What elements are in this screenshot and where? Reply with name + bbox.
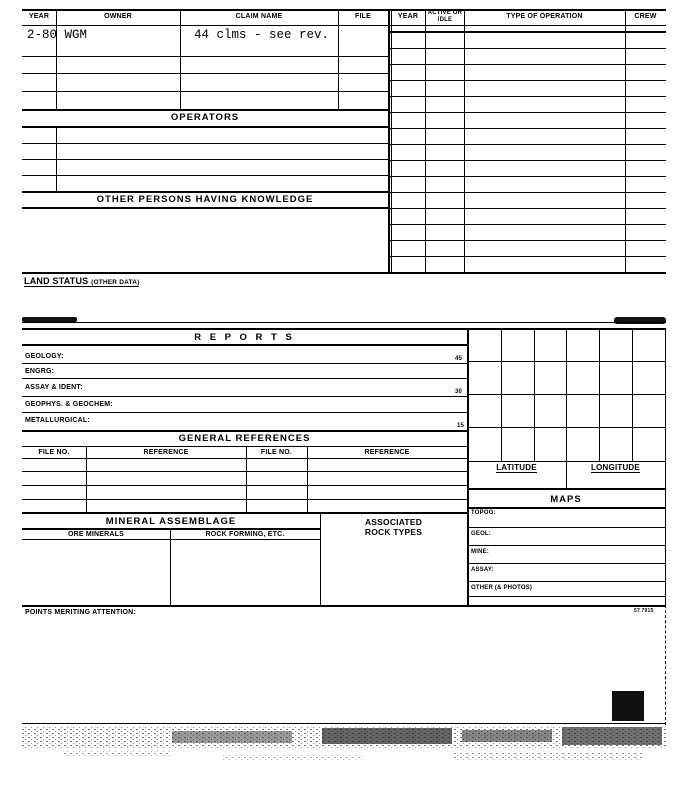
rule xyxy=(22,175,388,176)
rule xyxy=(467,527,665,528)
rule xyxy=(22,272,666,274)
file-header: FILE xyxy=(355,13,371,20)
ore-minerals-header: ORE MINERALS xyxy=(67,531,125,538)
reports-title: R E P O R T S xyxy=(194,332,295,343)
rule xyxy=(467,394,665,395)
engrg-label: ENGRG: xyxy=(25,368,55,375)
rule xyxy=(22,528,320,530)
points-meriting-attention-label: POINTS MERITING ATTENTION: xyxy=(25,609,136,616)
rule xyxy=(467,488,665,490)
year-header-2: YEAR xyxy=(397,13,419,20)
latitude-text: LATITUDE xyxy=(496,463,537,472)
rule xyxy=(388,9,390,272)
longitude-text: LONGITUDE xyxy=(591,463,640,472)
rule xyxy=(22,605,666,607)
associated-label: ASSOCIATED xyxy=(364,517,423,527)
geology-number: 45 xyxy=(455,356,463,362)
latitude-label xyxy=(467,463,566,472)
rule xyxy=(22,512,467,514)
rule xyxy=(22,723,666,724)
rule xyxy=(467,461,665,462)
rule xyxy=(22,73,388,74)
rule xyxy=(22,9,666,11)
file-no-header-2: FILE NO. xyxy=(260,449,293,456)
longitude-label xyxy=(566,463,665,472)
rule xyxy=(22,396,467,397)
land-status-text: LAND STATUS xyxy=(24,276,89,286)
rule xyxy=(180,9,181,109)
geol-label: GEOL: xyxy=(471,531,491,537)
rule xyxy=(22,458,467,459)
claim-name-header: CLAIM NAME xyxy=(235,13,283,20)
rule xyxy=(338,9,339,109)
file-no-header: FILE NO. xyxy=(38,449,70,456)
rule xyxy=(22,143,388,144)
rule xyxy=(467,507,665,509)
form-number: 57 7915 xyxy=(634,608,654,614)
rule xyxy=(391,9,392,272)
assay-number: 30 xyxy=(455,389,463,395)
rule xyxy=(665,328,666,605)
year-header: YEAR xyxy=(28,13,50,20)
reference-header: REFERENCE xyxy=(143,449,189,456)
rock-forming-header: ROCK FORMING, ETC. xyxy=(205,531,285,538)
rule xyxy=(467,596,665,597)
reference-header-2: REFERENCE xyxy=(364,449,410,456)
rule xyxy=(22,471,467,472)
rule xyxy=(22,126,388,128)
active-or-idle-header: ACTIVE OR IDLE xyxy=(427,10,463,23)
land-status-sub: (OTHER DATA) xyxy=(91,279,140,286)
rule xyxy=(22,191,388,193)
geophys-geochem-label: GEOPHYS. & GEOCHEM: xyxy=(25,401,113,408)
land-status-label xyxy=(24,276,139,287)
rule xyxy=(22,378,467,379)
typed-claim-name: 44 clms - see rev. xyxy=(194,28,330,42)
general-references-title: GENERAL REFERENCES xyxy=(178,433,311,444)
rule xyxy=(425,9,426,272)
operators-label: OPERATORS xyxy=(170,112,240,123)
rule xyxy=(22,344,467,346)
assay-ident-label: ASSAY & IDENT: xyxy=(25,384,83,391)
rule xyxy=(467,563,665,564)
rule xyxy=(56,126,57,191)
rule xyxy=(467,545,665,546)
rule xyxy=(22,412,467,413)
type-of-operation-header: TYPE OF OPERATION xyxy=(506,13,583,20)
rule xyxy=(22,499,467,500)
rule xyxy=(22,322,666,323)
maps-title: MAPS xyxy=(550,494,582,505)
scan-artifact xyxy=(612,691,644,721)
typed-year-owner: 2-80 WGM xyxy=(27,28,88,42)
rule xyxy=(22,328,666,330)
other-photos-label: OTHER (& PHOTOS) xyxy=(471,585,533,591)
rule xyxy=(467,361,665,362)
metallurgical-number: 15 xyxy=(457,423,465,429)
rule xyxy=(625,9,626,272)
rule xyxy=(22,363,467,364)
rule xyxy=(22,446,467,447)
other-persons-label: OTHER PERSONS HAVING KNOWLEDGE xyxy=(96,194,314,205)
metallurgical-label: METALLURGICAL: xyxy=(25,417,90,424)
rock-types-label: ROCK TYPES xyxy=(364,527,423,537)
rule xyxy=(467,427,665,428)
rule xyxy=(464,9,465,272)
rule xyxy=(665,605,666,725)
rule xyxy=(22,485,467,486)
geology-label: GEOLOGY: xyxy=(25,353,64,360)
rule xyxy=(22,159,388,160)
rule xyxy=(467,581,665,582)
rule xyxy=(56,9,57,109)
rule xyxy=(22,430,467,432)
owner-header: OWNER xyxy=(104,13,132,20)
rule xyxy=(22,539,320,540)
rule xyxy=(22,207,388,209)
rule xyxy=(22,109,388,111)
scan-noise-band xyxy=(22,725,666,770)
rule xyxy=(22,56,388,57)
rule xyxy=(170,528,171,605)
crew-header: CREW xyxy=(634,13,657,20)
rule xyxy=(22,91,388,92)
assay-label: ASSAY: xyxy=(471,567,494,573)
mineral-assemblage-title: MINERAL ASSEMBLAGE xyxy=(105,516,237,527)
rule xyxy=(22,25,666,26)
mine-label: MINE: xyxy=(471,549,489,555)
topog-label: TOPOG: xyxy=(471,510,496,516)
